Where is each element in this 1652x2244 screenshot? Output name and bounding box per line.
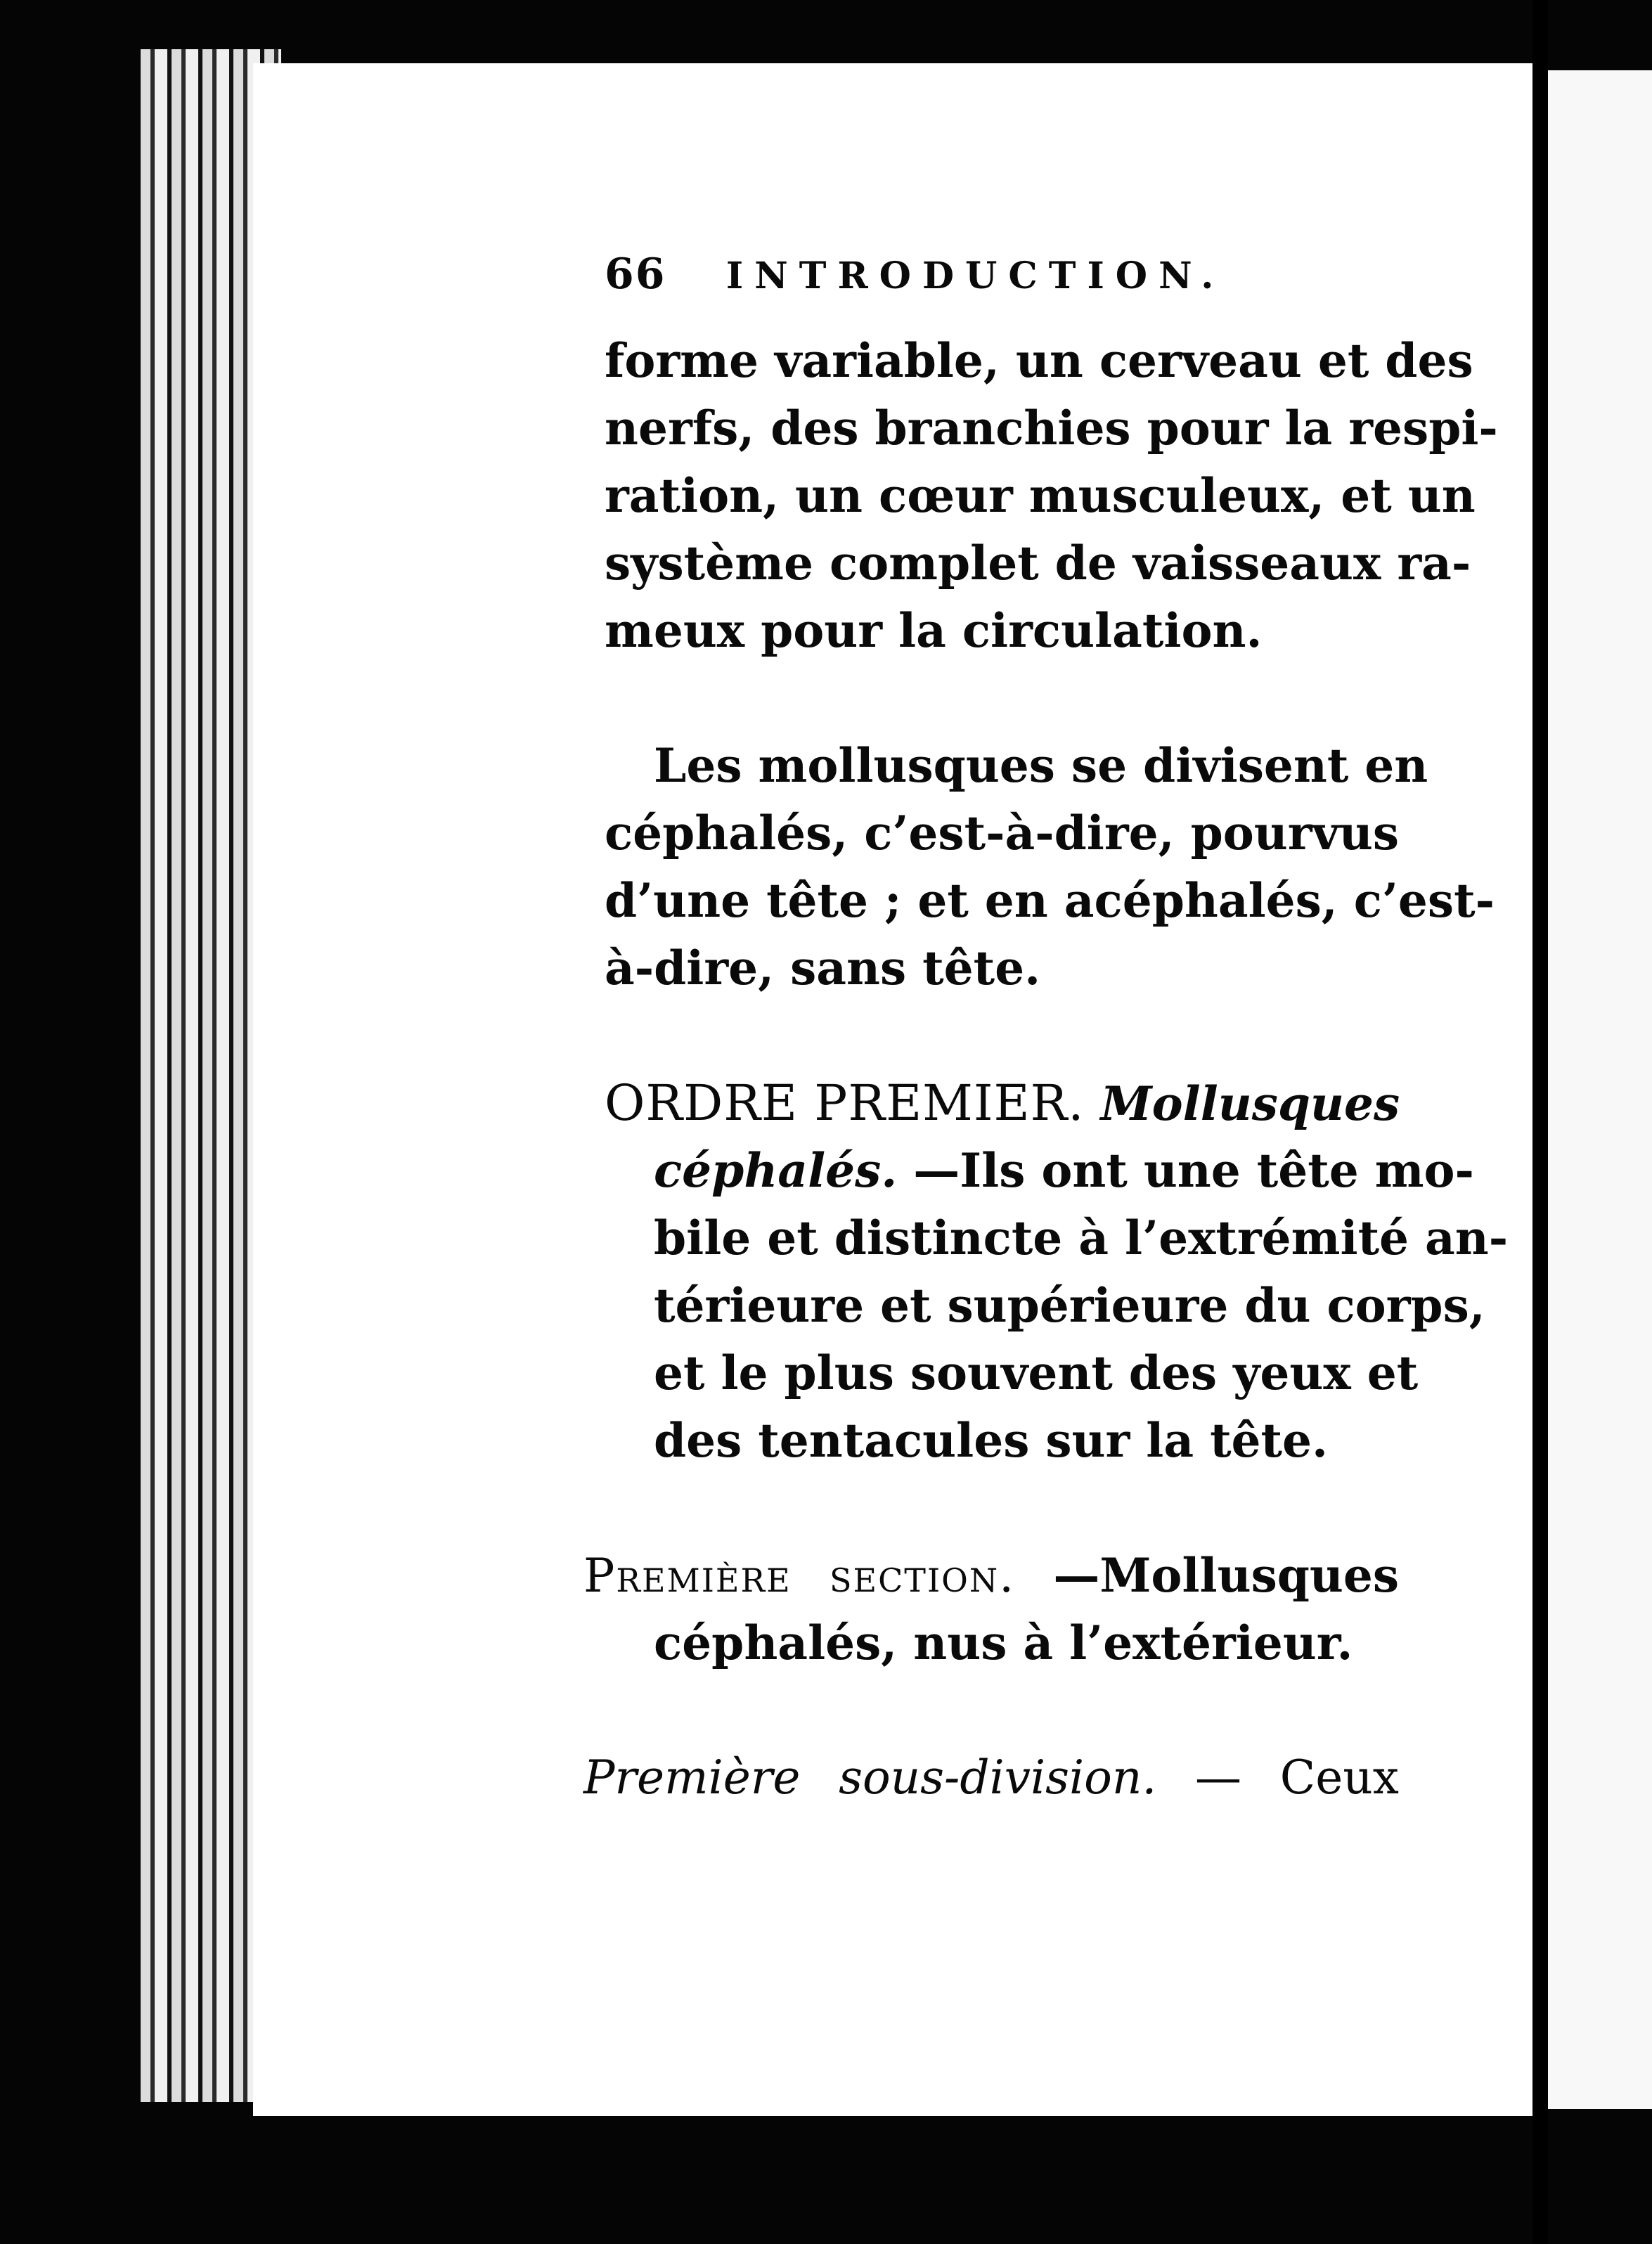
- para1-line: meux pour la circulation.: [605, 603, 1263, 658]
- ordre-italic-lead: Mollusques: [1100, 1076, 1400, 1131]
- section-rest: —Mollusques: [1053, 1548, 1400, 1603]
- section-line: céphalés, nus à l’extérieur.: [654, 1616, 1353, 1670]
- para1-line: nerfs, des branchies pour la respi-: [605, 401, 1498, 456]
- sous-division-rest: — Ceux: [1195, 1750, 1399, 1805]
- ordre-line: et le plus souvent des yeux et: [654, 1346, 1419, 1400]
- ordre-label: ORDRE PREMIER.: [605, 1074, 1085, 1132]
- para2-line: céphalés, c’est-à-dire, pourvus: [605, 806, 1399, 860]
- ordre-line: bile et distincte à l’extrémité an-: [654, 1211, 1509, 1265]
- running-head: INTRODUCTION.: [725, 254, 1225, 297]
- page-text: [583, 250, 1509, 1812]
- page-number: 66: [605, 250, 666, 299]
- sous-division-line: [583, 1744, 1399, 1812]
- para1-line: système complet de vaisseaux ra-: [605, 536, 1471, 591]
- ordre-line: [605, 1137, 1474, 1204]
- ordre-line: térieure et supérieure du corps,: [654, 1278, 1485, 1333]
- facing-page-edge: [1548, 70, 1652, 2109]
- ordre-heading-line: [605, 1069, 1399, 1137]
- gutter: [1532, 0, 1548, 2244]
- para2-line: à-dire, sans tête.: [605, 941, 1041, 995]
- section-heading-line: [583, 1542, 1399, 1609]
- para1-line: ration, un cœur musculeux, et un: [605, 468, 1476, 523]
- para1-line: forme variable, un cerveau et des: [605, 333, 1473, 388]
- running-header: [605, 250, 1399, 327]
- ordre-line: des tentacules sur la tête.: [654, 1413, 1328, 1468]
- para2-line: d’une tête ; et en acéphalés, c’est-: [605, 873, 1495, 928]
- ordre-line2-rest: —Ils ont une tête mo-: [913, 1143, 1474, 1198]
- para2-line: Les mollusques se divisent en: [654, 738, 1428, 793]
- sous-division-label: Première sous-division.: [583, 1750, 1157, 1805]
- ordre-italic: céphalés.: [654, 1143, 898, 1198]
- section-label: Première section.: [583, 1549, 1016, 1603]
